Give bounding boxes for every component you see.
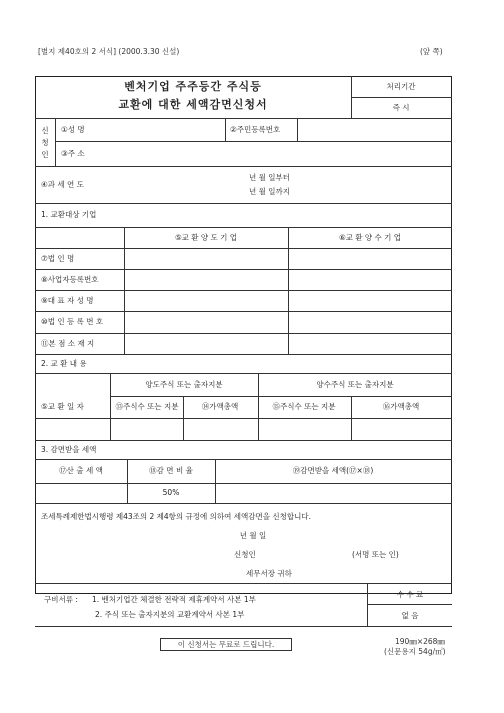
divider — [35, 311, 452, 312]
address-field[interactable] — [120, 144, 448, 163]
transferee-col: ⑥교 환 양 수 기 업 — [338, 233, 402, 242]
form-reference: [별지 제40호의 2 서식] (2000.3.30 신설) — [38, 47, 180, 56]
paper-size: 190㎜×268㎜ — [395, 637, 445, 646]
section3-title: 3. 감면받을 세액 — [41, 445, 97, 454]
divider — [35, 418, 452, 419]
divider — [35, 290, 452, 291]
divider — [110, 373, 111, 440]
divider — [35, 248, 452, 249]
row-corp-name: ⑦법 인 명 — [41, 254, 75, 263]
declaration-text: 조세특례제한법시행령 제43조의 2 제4항의 규정에 의하여 세액감면을 신청합니다. — [41, 512, 311, 521]
tax-year-to: 년 월 일까지 — [249, 187, 290, 196]
applicant-label-2: 청 — [41, 138, 49, 147]
divider — [35, 459, 452, 460]
applicant-label-1: 신 — [41, 126, 49, 135]
divider — [351, 396, 352, 440]
reduction-rate-col: ⑱감 면 비 율 — [149, 466, 193, 475]
attachment-item-1: 1. 벤처기업간 체결한 전략적 제휴계약서 사본 1부 — [92, 595, 256, 604]
transferor-col: ⑤교 환 양 도 기 업 — [174, 233, 238, 242]
divider — [35, 333, 452, 334]
reduction-rate-value: 50% — [162, 488, 180, 497]
row-corp-reg-no: ⑩법 인 등 록 번 호 — [41, 317, 104, 326]
form-title-line2: 교환에 대한 세액감면신청서 — [118, 98, 268, 111]
divider — [127, 459, 128, 503]
processing-period-value: 즉 시 — [392, 103, 410, 112]
divider — [55, 141, 452, 142]
recipient: 세무서장 귀하 — [246, 569, 292, 578]
name-label: ①성 명 — [61, 125, 85, 134]
section1-title: 1. 교환대상 기업 — [41, 210, 97, 219]
form-title-line1: 벤처기업 주주등간 주식등 — [124, 80, 262, 93]
processing-period-label: 처리기간 — [386, 82, 416, 91]
row-ceo-name: ⑨대 표 자 성 명 — [41, 296, 94, 305]
col-acquire-value: ⑯가액총액 — [382, 402, 420, 411]
applicant-label-3: 인 — [41, 150, 49, 159]
reduced-tax-col: ⑲감면받을 세액(⑰×⑱) — [292, 466, 374, 475]
divider — [35, 373, 452, 374]
divider — [35, 227, 452, 228]
divider — [55, 118, 56, 166]
declaration-date: 년 월 일 — [239, 531, 267, 540]
page-side: (앞 쪽) — [420, 47, 443, 56]
tax-year-from: 년 월 일부터 — [249, 173, 290, 182]
resident-number-label: ②주민등록번호 — [230, 125, 281, 134]
divider — [183, 396, 184, 440]
applicant-sign-label: 신청인 — [234, 550, 256, 559]
name-field[interactable] — [120, 121, 220, 138]
transfer-group: 양도주식 또는 출자지분 — [145, 380, 223, 389]
row-business-no: ⑧사업자등록번호 — [41, 275, 99, 284]
divider — [35, 118, 452, 119]
col-transfer-value: ⑭가액총액 — [201, 402, 239, 411]
col-acquire-shares: ⑮주식수 또는 지분 — [272, 402, 336, 411]
divider — [35, 626, 452, 627]
divider — [35, 269, 452, 270]
divider — [35, 483, 452, 484]
divider — [225, 118, 226, 141]
divider — [35, 354, 452, 355]
divider — [110, 396, 452, 397]
resident-number-field[interactable] — [300, 121, 448, 138]
fee-value: 없 음 — [401, 611, 419, 620]
divider — [35, 583, 452, 584]
divider — [351, 97, 452, 98]
attachments-label: 구비서류 : — [44, 595, 78, 604]
divider — [215, 459, 216, 503]
calc-tax-col: ⑰산 출 세 액 — [59, 466, 103, 475]
divider — [124, 227, 125, 354]
exchange-date-label: ⑤교 환 일 자 — [41, 402, 84, 411]
divider — [288, 227, 289, 354]
attachment-item-2: 2. 주식 또는 출자지분의 교환계약서 사본 1부 — [95, 610, 245, 619]
paper-type: (신문용지 54g/㎡) — [384, 647, 446, 656]
divider — [258, 373, 259, 440]
row-hq-address: ⑪본 점 소 재 지 — [41, 339, 95, 348]
divider — [35, 203, 452, 204]
divider — [35, 166, 452, 167]
divider — [367, 604, 452, 605]
signature-label: (서명 또는 인) — [352, 550, 399, 559]
divider — [351, 76, 352, 118]
divider — [297, 118, 298, 141]
fee-label: 수 수 료 — [396, 590, 424, 599]
acquire-group: 양수주식 또는 출자지분 — [316, 380, 394, 389]
free-notice: 이 신청서는 무료로 드립니다. — [160, 638, 292, 651]
address-label: ③주 소 — [61, 149, 85, 158]
col-transfer-shares: ⑬주식수 또는 지분 — [115, 402, 179, 411]
divider — [35, 440, 452, 441]
divider — [35, 503, 452, 504]
section2-title: 2. 교 환 내 용 — [41, 359, 87, 368]
tax-year-label: ④과 세 연 도 — [41, 180, 84, 189]
divider — [367, 583, 368, 626]
